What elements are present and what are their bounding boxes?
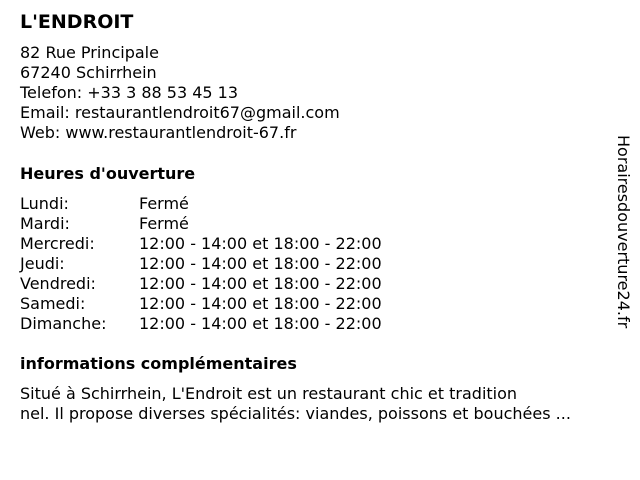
day-label: Samedi: (20, 294, 86, 313)
day-hours: 12:00 - 14:00 et 18:00 - 22:00 (139, 294, 382, 313)
day-label: Lundi: (20, 194, 69, 213)
day-label: Mercredi: (20, 234, 95, 253)
day-label: Dimanche: (20, 314, 107, 333)
additional-info-heading: informations complémentaires (20, 354, 297, 373)
day-label: Vendredi: (20, 274, 96, 293)
contact-block (20, 43, 340, 143)
site-watermark: Horairesdouverture24.fr (614, 135, 633, 329)
hours-row (20, 254, 382, 274)
restaurant-description (20, 384, 630, 424)
email-address: Email: restaurantlendroit67@gmail.com (20, 103, 340, 122)
opening-hours-heading: Heures d'ouverture (20, 164, 196, 183)
hours-row (20, 314, 382, 334)
day-hours: 12:00 - 14:00 et 18:00 - 22:00 (139, 274, 382, 293)
day-hours: 12:00 - 14:00 et 18:00 - 22:00 (139, 234, 382, 253)
address-street: 82 Rue Principale (20, 43, 159, 62)
day-hours: Fermé (139, 194, 189, 213)
day-hours: Fermé (139, 214, 189, 233)
day-label: Jeudi: (20, 254, 65, 273)
hours-row (20, 294, 382, 314)
phone-number: Telefon: +33 3 88 53 45 13 (20, 83, 239, 102)
day-label: Mardi: (20, 214, 70, 233)
description-line: nel. Il propose diverses spécialités: viandes, poissons et bouchées ... (20, 404, 571, 423)
day-hours: 12:00 - 14:00 et 18:00 - 22:00 (139, 314, 382, 333)
opening-hours-table (20, 194, 382, 334)
business-name: L'ENDROIT (20, 11, 134, 33)
day-hours: 12:00 - 14:00 et 18:00 - 22:00 (139, 254, 382, 273)
hours-row (20, 214, 382, 234)
hours-row (20, 274, 382, 294)
hours-row (20, 194, 382, 214)
website-address: Web: www.restaurantlendroit-67.fr (20, 123, 297, 142)
address-city: 67240 Schirrhein (20, 63, 157, 82)
description-line: Situé à Schirrhein, L'Endroit est un restaurant chic et tradition (20, 384, 518, 403)
hours-row (20, 234, 382, 254)
